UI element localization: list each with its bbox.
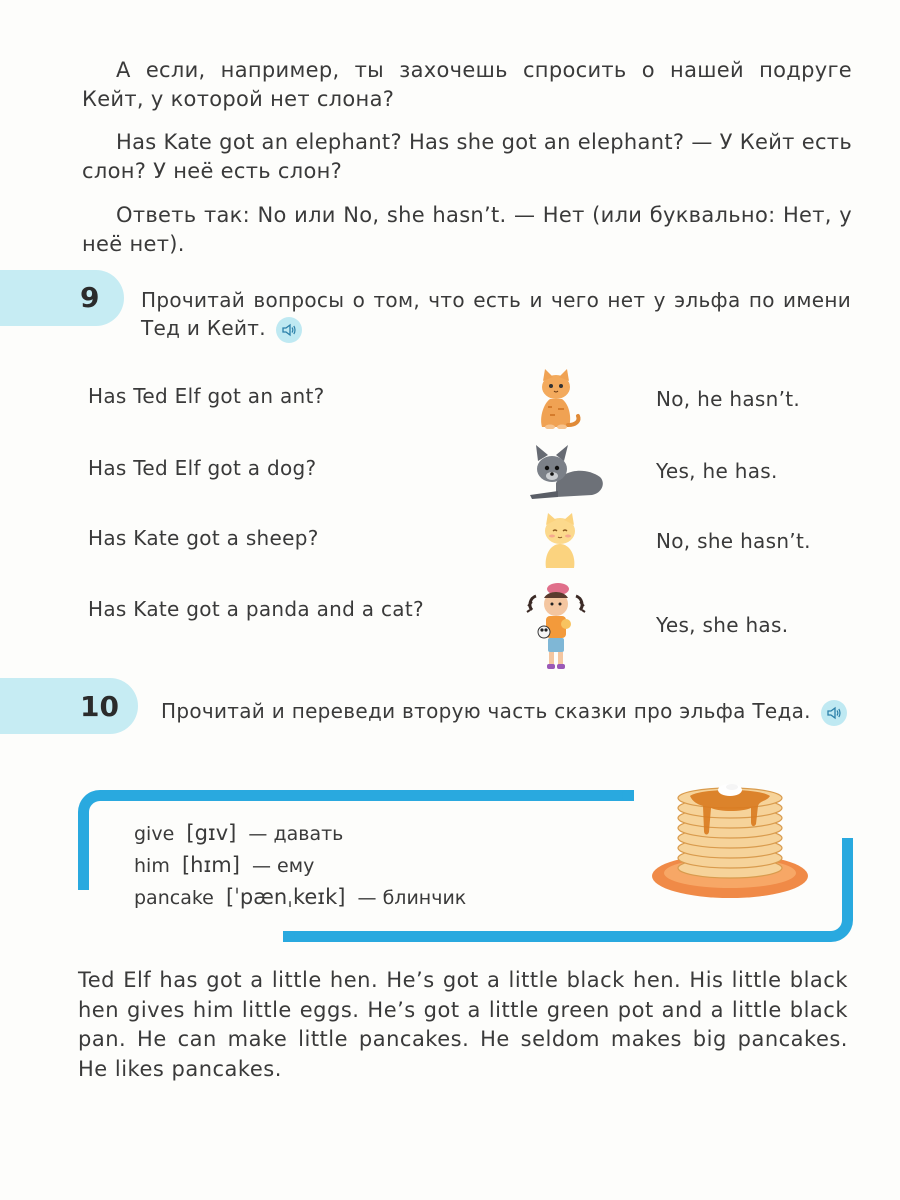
exercise-9-instruction: Прочитай вопросы о том, что есть и чего нет у эльфа по имени Тед и Кейт. (141, 286, 851, 343)
exercise-9-number: 9 (80, 281, 100, 314)
speaker-icon[interactable] (821, 700, 847, 726)
intro-paragraph-3: Ответь так: No или No, she hasn’t. — Нет (или буквально: Нет, у неё нет). (82, 203, 852, 256)
intro-paragraph-1: А если, например, ты захочешь спросить о нашей подруге Кейт, у которой нет слона? (82, 58, 852, 111)
question-3: Has Kate got a sheep? (88, 526, 319, 550)
vocab-item-give: give [gɪv] — давать (134, 821, 344, 845)
speaker-icon[interactable] (276, 317, 302, 343)
question-4: Has Kate got a panda and a cat? (88, 597, 424, 621)
vocab-frame-cap (283, 931, 295, 942)
grey-dog-illustration (526, 443, 606, 501)
story-text: Ted Elf has got a little hen. He’s got a little black hen. His little black hen gives him little eggs. He’s got a little green pot and a little black pan. He can make little pancakes. He seldom makes big pancakes. He likes pancakes. (78, 968, 848, 1081)
exercise-9-tab (0, 270, 124, 326)
intro-paragraph-2: Has Kate got an elephant? Has she got an elephant? — У Кейт есть слон? У неё есть слон? (82, 130, 852, 183)
pancake-stack-illustration (650, 776, 810, 900)
question-1: Has Ted Elf got an ant? (88, 384, 325, 408)
orange-cat-illustration (528, 367, 584, 429)
vocab-item-pancake: pancake [ˈpænˌkeɪk] — блинчик (134, 885, 467, 909)
answer-3: No, she hasn’t. (656, 529, 811, 553)
vocab-item-him: him [hɪm] — ему (134, 853, 315, 877)
answer-4: Yes, she has. (656, 613, 789, 637)
exercise-10-instruction: Прочитай и переведи вторую часть сказки про эльфа Теда. (161, 697, 851, 726)
vocab-frame-cap (622, 790, 634, 801)
exercise-10-number: 10 (80, 690, 119, 723)
question-2: Has Ted Elf got a dog? (88, 456, 317, 480)
answer-2: Yes, he has. (656, 459, 778, 483)
yellow-cat-illustration (538, 512, 582, 570)
answer-1: No, he hasn’t. (656, 387, 801, 411)
girl-with-toys-illustration (526, 580, 586, 672)
